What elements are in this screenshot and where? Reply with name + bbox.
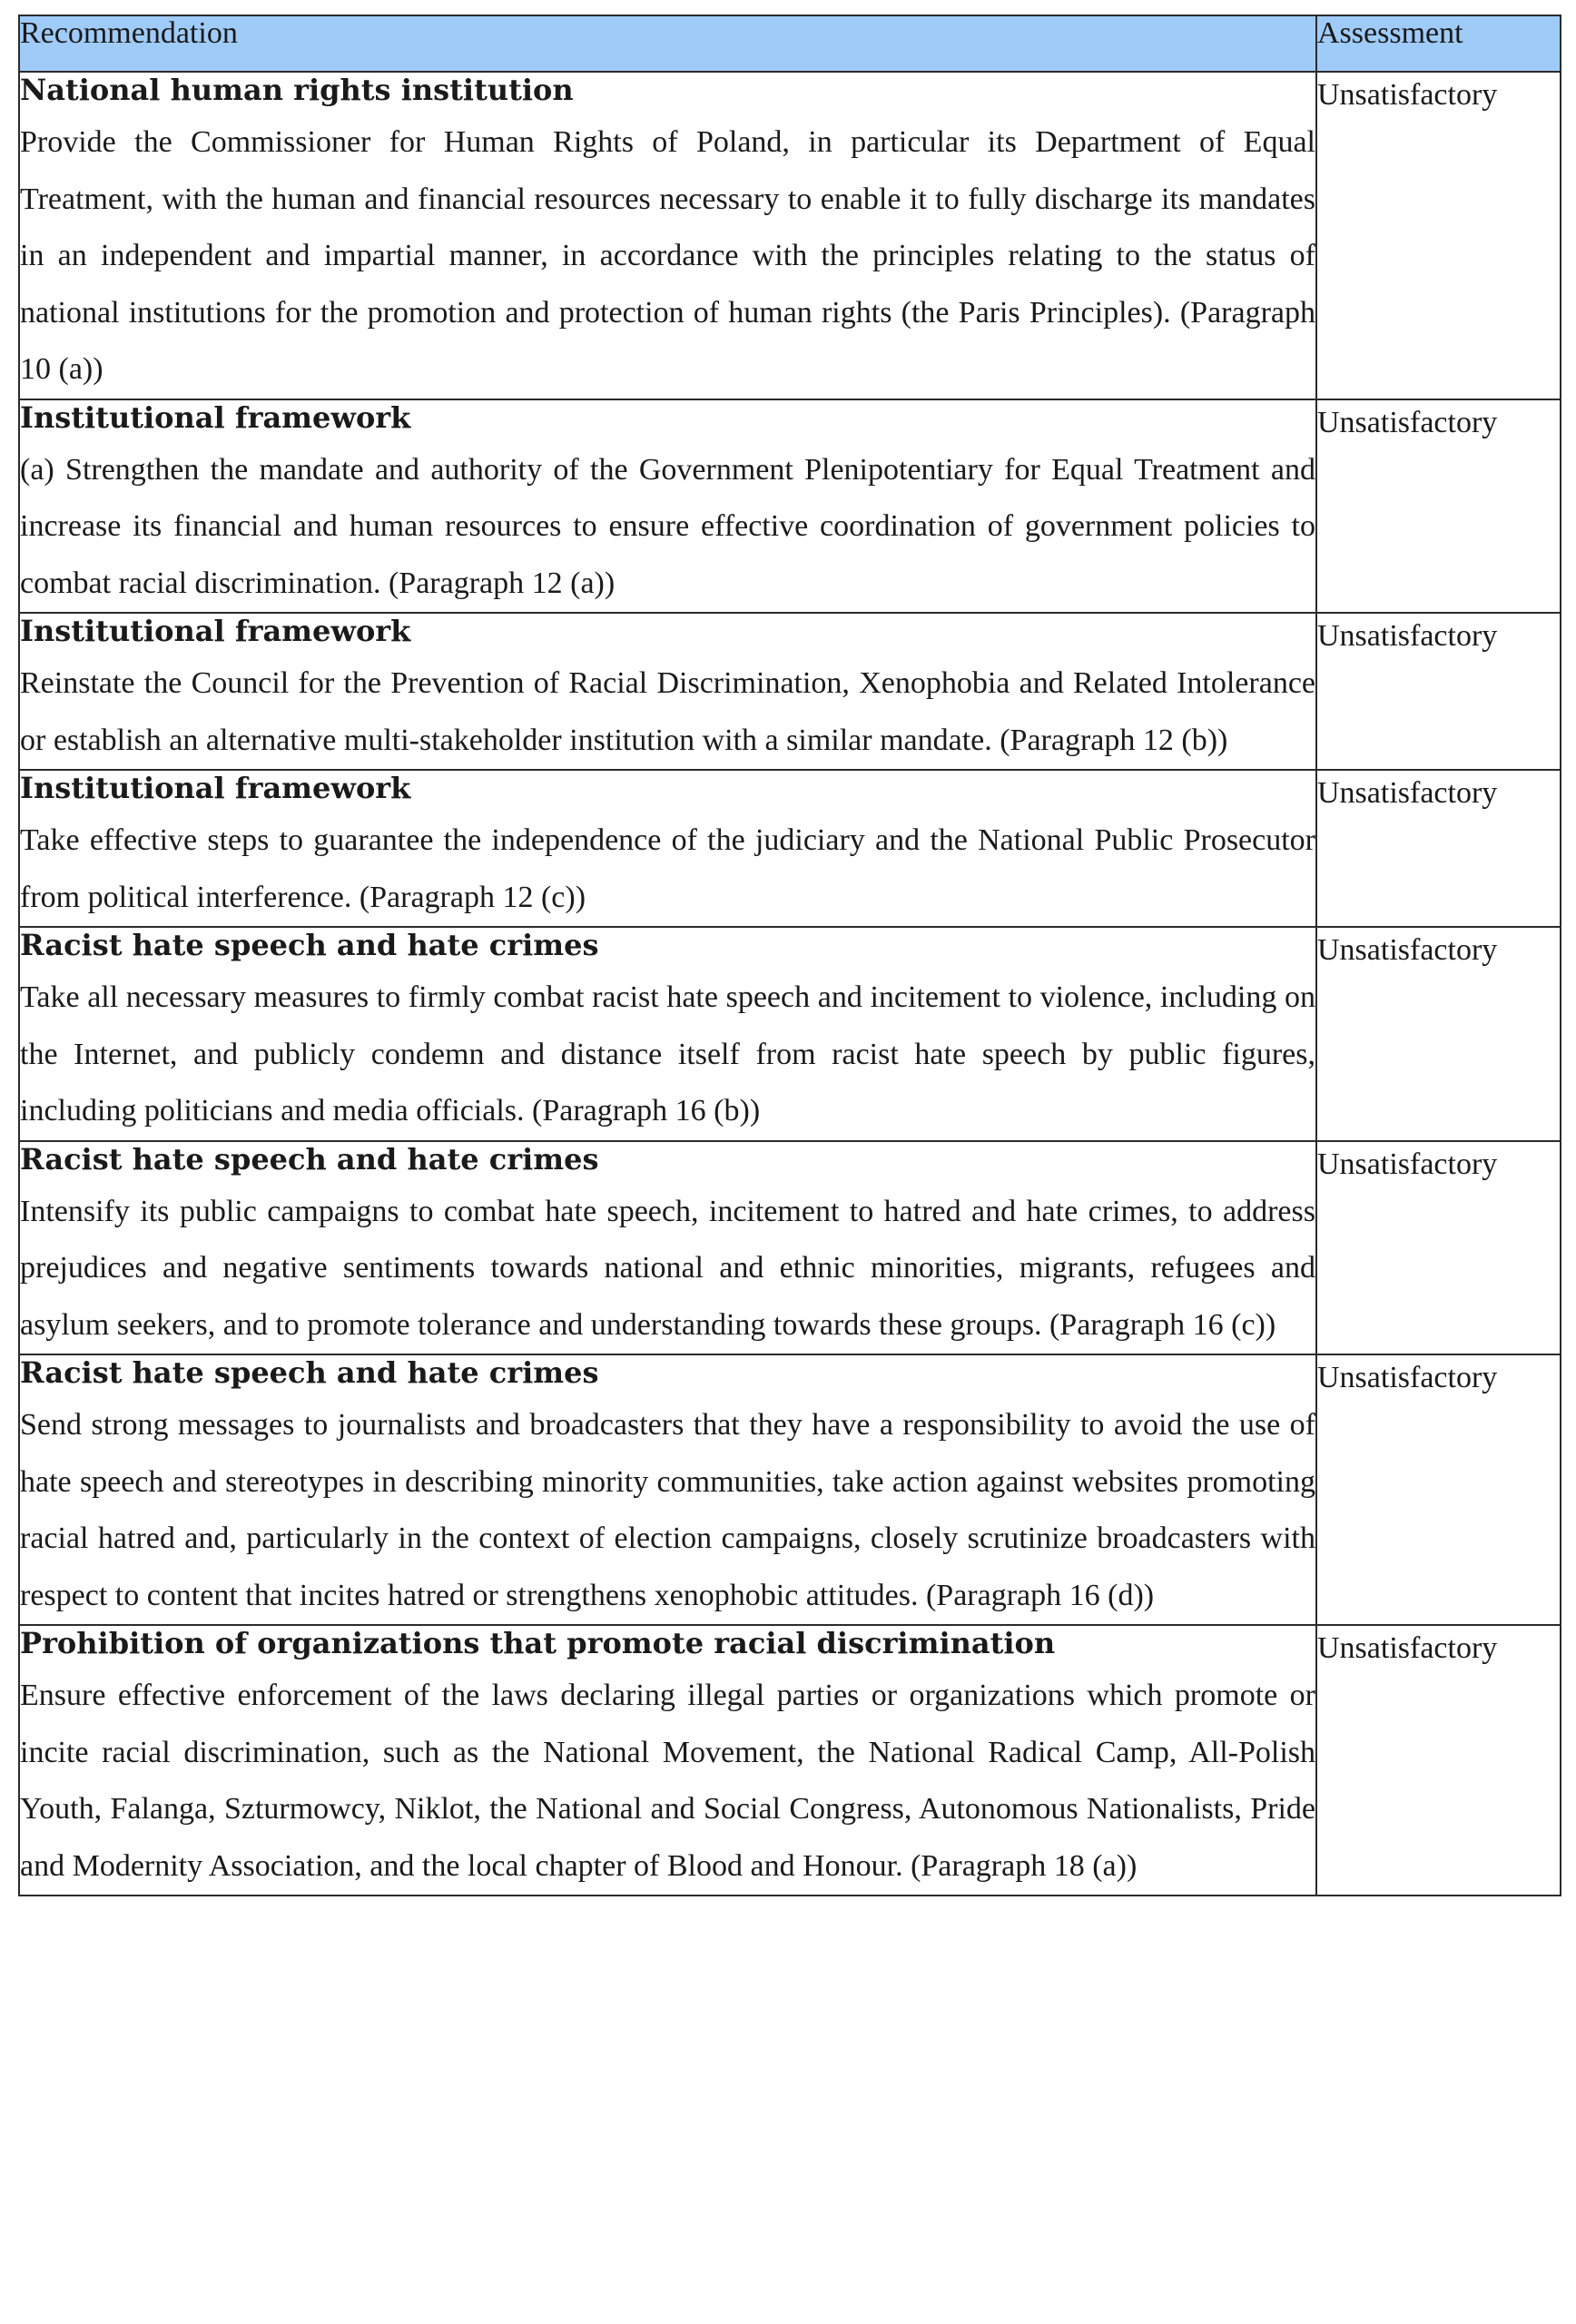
header-recommendation: Recommendation bbox=[19, 15, 1316, 72]
recommendation-cell bbox=[19, 72, 1316, 399]
recommendation-cell bbox=[19, 1625, 1316, 1896]
table-header-row bbox=[19, 15, 1561, 72]
assessment-value: Unsatisfactory bbox=[1316, 1625, 1561, 1896]
recommendation-text: Intensify its public campaigns to combat hate speech, incitement to hatred and hate crimes, to address prejudices and negative sentiments towards national and ethnic minorities, migrants, refugees and asylum seekers, and to promote tolerance and understanding towards these groups. (Paragraph 16 (c)) bbox=[20, 1194, 1315, 1342]
table-row bbox=[19, 1354, 1561, 1625]
recommendation-text: (a) Strengthen the mandate and authority of the Government Plenipotentiary for Equal Treatment and increase its financial and human resources to ensure effective coordination of government policies to combat racial discrimination. (Paragraph 12 (a)) bbox=[20, 452, 1315, 600]
recommendation-title: National human rights institution bbox=[20, 73, 574, 107]
recommendation-title: Racist hate speech and hate crimes bbox=[20, 1141, 599, 1177]
recommendation-title: Racist hate speech and hate crimes bbox=[20, 928, 599, 962]
recommendation-cell bbox=[19, 613, 1316, 770]
recommendation-cell bbox=[19, 1354, 1316, 1625]
table-row bbox=[19, 399, 1561, 614]
table-row bbox=[19, 770, 1561, 927]
assessment-value: Unsatisfactory bbox=[1316, 1354, 1561, 1625]
assessment-value: Unsatisfactory bbox=[1316, 72, 1561, 399]
recommendations-table bbox=[18, 15, 1561, 1896]
assessment-value: Unsatisfactory bbox=[1316, 927, 1561, 1141]
recommendation-text: Ensure effective enforcement of the laws declaring illegal parties or organizations which promote or incite racial discrimination, such as the National Movement, the National Radical Camp, All-Polish Youth, Falanga, Szturmowcy, Niklot, the National and Social Congress, Autonomous Nationalists, Pride and Modernity Association, and the local chapter of Blood and Honour. (Paragraph 18 (a)) bbox=[20, 1679, 1315, 1883]
table-row bbox=[19, 1625, 1561, 1896]
table-row bbox=[19, 1141, 1561, 1355]
assessment-value: Unsatisfactory bbox=[1316, 1141, 1561, 1355]
recommendation-title: Racist hate speech and hate crimes bbox=[20, 1355, 599, 1390]
assessment-value: Unsatisfactory bbox=[1316, 399, 1561, 614]
recommendation-text: Reinstate the Council for the Prevention of Racial Discrimination, Xenophobia and Related Intolerance or establish an alternative multi-stakeholder institution with a similar mandate. (Paragraph 12 (b)) bbox=[20, 666, 1315, 757]
recommendation-title: Institutional framework bbox=[20, 614, 411, 648]
recommendation-cell bbox=[19, 770, 1316, 927]
header-assessment: Assessment bbox=[1316, 15, 1561, 72]
table-row bbox=[19, 613, 1561, 770]
assessment-value: Unsatisfactory bbox=[1316, 613, 1561, 770]
table-row bbox=[19, 927, 1561, 1141]
recommendation-text: Take all necessary measures to firmly combat racist hate speech and incitement to violence, including on the Internet, and publicly condemn and distance itself from racist hate speech by public figures, including politicians and media officials. (Paragraph 16 (b)) bbox=[20, 980, 1315, 1128]
recommendation-title: Prohibition of organizations that promote racial discrimination bbox=[20, 1626, 1056, 1660]
table-row bbox=[19, 72, 1561, 399]
recommendation-cell bbox=[19, 1141, 1316, 1355]
recommendation-cell bbox=[19, 399, 1316, 614]
recommendation-text: Provide the Commissioner for Human Rights of Poland, in particular its Department of Equal Treatment, with the human and financial resources necessary to enable it to fully discharge its mandates in an independent and impartial manner, in accordance with the principles relating to the status of national institutions for the promotion and protection of human rights (the Paris Principles). (Paragraph 10 (a)) bbox=[20, 125, 1315, 386]
recommendation-text: Take effective steps to guarantee the independence of the judiciary and the National Public Prosecutor from political interference. (Paragraph 12 (c)) bbox=[20, 823, 1315, 914]
recommendation-cell bbox=[19, 927, 1316, 1141]
recommendation-title: Institutional framework bbox=[20, 771, 411, 805]
recommendation-title: Institutional framework bbox=[20, 399, 411, 435]
assessment-value: Unsatisfactory bbox=[1316, 770, 1561, 927]
recommendation-text: Send strong messages to journalists and broadcasters that they have a responsibility to avoid the use of hate speech and stereotypes in describing minority communities, take action against websites promoting racial hatred and, particularly in the context of election campaigns, closely scrutinize broadcasters with respect to content that incites hatred or strengthens xenophobic attitudes. (Paragraph 16 (d)) bbox=[20, 1408, 1315, 1612]
